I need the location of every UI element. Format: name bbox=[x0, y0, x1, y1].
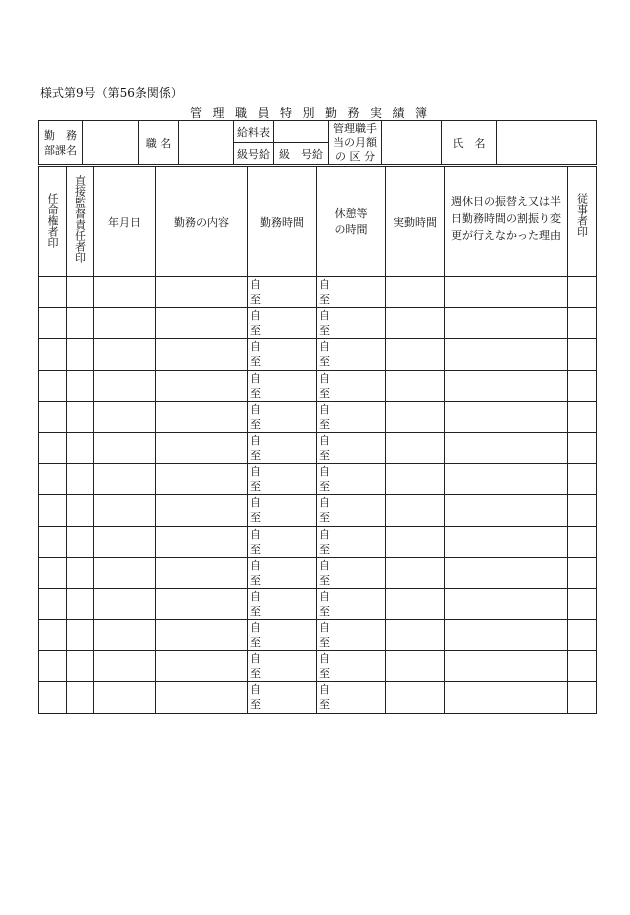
worker-seal-cell[interactable] bbox=[568, 277, 597, 308]
time-to-label: 至 bbox=[319, 667, 330, 681]
appointer-seal-cell[interactable] bbox=[39, 370, 67, 401]
break-time-cell[interactable] bbox=[317, 557, 386, 588]
appointer-seal-cell[interactable] bbox=[39, 401, 67, 432]
time-to-label: 至 bbox=[250, 698, 261, 712]
work-time-cell[interactable] bbox=[248, 495, 317, 526]
work-time-cell[interactable] bbox=[248, 682, 317, 713]
reason-cell[interactable] bbox=[445, 651, 568, 682]
reason-cell[interactable] bbox=[445, 339, 568, 370]
appointer-seal-cell[interactable] bbox=[39, 339, 67, 370]
work-content-cell[interactable] bbox=[156, 464, 248, 495]
time-from-label: 自 bbox=[319, 433, 330, 447]
actual-time-cell[interactable] bbox=[386, 370, 445, 401]
post-label: 職 名 bbox=[139, 121, 179, 165]
time-to-label: 至 bbox=[319, 573, 330, 587]
time-from-label: 自 bbox=[319, 465, 330, 479]
break-time-cell[interactable] bbox=[317, 277, 386, 308]
time-to-label: 至 bbox=[319, 417, 330, 431]
reason-cell[interactable] bbox=[445, 557, 568, 588]
date-cell[interactable] bbox=[94, 339, 156, 370]
time-from-label: 自 bbox=[319, 402, 330, 416]
reason-cell[interactable] bbox=[445, 370, 568, 401]
work-time-cell[interactable] bbox=[248, 651, 317, 682]
work-time-cell[interactable] bbox=[248, 432, 317, 463]
date-cell[interactable] bbox=[94, 588, 156, 619]
supervisor-seal-cell[interactable] bbox=[67, 339, 94, 370]
work-content-cell[interactable] bbox=[156, 432, 248, 463]
worker-seal-cell[interactable] bbox=[568, 464, 597, 495]
time-from-label: 自 bbox=[250, 465, 261, 479]
time-to-label: 至 bbox=[319, 636, 330, 650]
supervisor-seal-cell[interactable] bbox=[67, 651, 94, 682]
worker-seal-cell[interactable] bbox=[568, 588, 597, 619]
supervisor-seal-cell[interactable] bbox=[67, 277, 94, 308]
col-break-time-line2: の時間 bbox=[334, 222, 368, 236]
time-to-label: 至 bbox=[319, 542, 330, 556]
table-row bbox=[39, 557, 597, 588]
record-rows bbox=[39, 277, 597, 714]
time-to-label: 至 bbox=[250, 573, 261, 587]
work-content-cell[interactable] bbox=[156, 277, 248, 308]
worker-seal-cell[interactable] bbox=[568, 339, 597, 370]
break-time-cell[interactable] bbox=[317, 308, 386, 339]
break-time-cell[interactable] bbox=[317, 432, 386, 463]
time-from-label: 自 bbox=[250, 683, 261, 697]
work-content-cell[interactable] bbox=[156, 557, 248, 588]
actual-time-cell[interactable] bbox=[386, 495, 445, 526]
time-from-label: 自 bbox=[319, 589, 330, 603]
table-row bbox=[39, 526, 597, 557]
supervisor-seal-cell[interactable] bbox=[67, 464, 94, 495]
col-work-content: 勤務の内容 bbox=[156, 167, 248, 277]
break-time-cell[interactable] bbox=[317, 620, 386, 651]
actual-time-cell[interactable] bbox=[386, 557, 445, 588]
break-time-cell[interactable] bbox=[317, 401, 386, 432]
time-from-label: 自 bbox=[319, 621, 330, 635]
table-row bbox=[39, 370, 597, 401]
time-to-label: 至 bbox=[250, 542, 261, 556]
date-cell[interactable] bbox=[94, 464, 156, 495]
supervisor-seal-cell[interactable] bbox=[67, 432, 94, 463]
allowance-label-line2: 当の月額 bbox=[333, 135, 377, 149]
dept-label-cell bbox=[39, 121, 83, 165]
reason-cell[interactable] bbox=[445, 401, 568, 432]
salary-table-label: 給料表 bbox=[234, 121, 274, 143]
col-date: 年月日 bbox=[94, 167, 156, 277]
dept-label-line1: 勤 務 bbox=[44, 128, 77, 142]
worker-seal-cell[interactable] bbox=[568, 370, 597, 401]
time-from-label: 自 bbox=[319, 278, 330, 291]
time-from-label: 自 bbox=[319, 496, 330, 510]
time-from-label: 自 bbox=[250, 652, 261, 666]
work-content-cell[interactable] bbox=[156, 651, 248, 682]
work-time-cell[interactable] bbox=[248, 464, 317, 495]
time-to-label: 至 bbox=[250, 293, 261, 306]
allowance-label-cell bbox=[329, 121, 382, 165]
time-to-label: 至 bbox=[319, 480, 330, 494]
time-to-label: 至 bbox=[250, 448, 261, 462]
worker-seal-cell[interactable] bbox=[568, 526, 597, 557]
reason-cell[interactable] bbox=[445, 308, 568, 339]
worker-seal-cell[interactable] bbox=[568, 682, 597, 713]
supervisor-seal-cell[interactable] bbox=[67, 682, 94, 713]
time-from-label: 自 bbox=[319, 527, 330, 541]
appointer-seal-cell[interactable] bbox=[39, 620, 67, 651]
time-from-label: 自 bbox=[319, 340, 330, 354]
name-label: 氏 名 bbox=[442, 121, 497, 165]
table-row bbox=[39, 620, 597, 651]
time-from-label: 自 bbox=[250, 309, 261, 323]
actual-time-cell[interactable] bbox=[386, 464, 445, 495]
worker-seal-cell[interactable] bbox=[568, 620, 597, 651]
header-table bbox=[38, 120, 597, 165]
col-appointer-seal-label: 任命権者印 bbox=[46, 193, 59, 248]
break-time-cell[interactable] bbox=[317, 370, 386, 401]
worker-seal-cell[interactable] bbox=[568, 651, 597, 682]
allowance-value-cell[interactable] bbox=[382, 121, 442, 165]
form-number: 様式第9号（第56条関係） bbox=[40, 86, 183, 100]
date-cell[interactable] bbox=[94, 526, 156, 557]
date-cell[interactable] bbox=[94, 682, 156, 713]
break-time-cell[interactable] bbox=[317, 588, 386, 619]
table-row bbox=[39, 464, 597, 495]
reason-cell[interactable] bbox=[445, 588, 568, 619]
work-time-cell[interactable] bbox=[248, 370, 317, 401]
time-to-label: 至 bbox=[319, 698, 330, 712]
work-content-cell[interactable] bbox=[156, 588, 248, 619]
date-cell[interactable] bbox=[94, 651, 156, 682]
worker-seal-cell[interactable] bbox=[568, 495, 597, 526]
work-content-cell[interactable] bbox=[156, 339, 248, 370]
appointer-seal-cell[interactable] bbox=[39, 682, 67, 713]
reason-cell[interactable] bbox=[445, 464, 568, 495]
supervisor-seal-cell[interactable] bbox=[67, 620, 94, 651]
time-to-label: 至 bbox=[250, 667, 261, 681]
work-content-cell[interactable] bbox=[156, 682, 248, 713]
work-time-cell[interactable] bbox=[248, 401, 317, 432]
time-from-label: 自 bbox=[250, 433, 261, 447]
time-to-label: 至 bbox=[319, 448, 330, 462]
actual-time-cell[interactable] bbox=[386, 651, 445, 682]
break-time-cell[interactable] bbox=[317, 339, 386, 370]
document-title: 管理職員特別勤務実績簿 bbox=[190, 106, 438, 120]
date-cell[interactable] bbox=[94, 401, 156, 432]
col-worker-seal-label: 従事者印 bbox=[575, 193, 589, 237]
grade-label: 級号給 bbox=[234, 143, 274, 165]
post-value-cell[interactable] bbox=[179, 121, 234, 165]
dept-label-line2: 部課名 bbox=[44, 143, 77, 157]
appointer-seal-cell[interactable] bbox=[39, 495, 67, 526]
time-from-label: 自 bbox=[250, 558, 261, 572]
work-time-cell[interactable] bbox=[248, 620, 317, 651]
supervisor-seal-cell[interactable] bbox=[67, 401, 94, 432]
name-value-cell[interactable] bbox=[497, 121, 597, 165]
worker-seal-cell[interactable] bbox=[568, 432, 597, 463]
break-time-cell[interactable] bbox=[317, 682, 386, 713]
actual-time-cell[interactable] bbox=[386, 277, 445, 308]
break-time-cell[interactable] bbox=[317, 651, 386, 682]
record-table bbox=[38, 166, 597, 714]
date-cell[interactable] bbox=[94, 495, 156, 526]
time-from-label: 自 bbox=[319, 652, 330, 666]
time-to-label: 至 bbox=[319, 511, 330, 525]
actual-time-cell[interactable] bbox=[386, 526, 445, 557]
table-row bbox=[39, 432, 597, 463]
work-content-cell[interactable] bbox=[156, 401, 248, 432]
time-from-label: 自 bbox=[250, 496, 261, 510]
time-from-label: 自 bbox=[319, 371, 330, 385]
col-supervisor-seal bbox=[67, 167, 94, 277]
date-cell[interactable] bbox=[94, 620, 156, 651]
supervisor-seal-cell[interactable] bbox=[67, 308, 94, 339]
time-to-label: 至 bbox=[250, 511, 261, 525]
time-from-label: 自 bbox=[319, 309, 330, 323]
date-cell[interactable] bbox=[94, 308, 156, 339]
salary-table-value[interactable] bbox=[274, 121, 329, 143]
time-to-label: 至 bbox=[250, 480, 261, 494]
actual-time-cell[interactable] bbox=[386, 308, 445, 339]
reason-cell[interactable] bbox=[445, 620, 568, 651]
appointer-seal-cell[interactable] bbox=[39, 557, 67, 588]
supervisor-seal-cell[interactable] bbox=[67, 588, 94, 619]
appointer-seal-cell[interactable] bbox=[39, 651, 67, 682]
table-row bbox=[39, 651, 597, 682]
col-actual-time: 実動時間 bbox=[386, 167, 445, 277]
grade-value[interactable]: 級 号給 bbox=[274, 143, 329, 165]
appointer-seal-cell[interactable] bbox=[39, 308, 67, 339]
supervisor-seal-cell[interactable] bbox=[67, 370, 94, 401]
table-row bbox=[39, 682, 597, 713]
reason-cell[interactable] bbox=[445, 432, 568, 463]
dept-value-cell[interactable] bbox=[83, 121, 139, 165]
actual-time-cell[interactable] bbox=[386, 339, 445, 370]
break-time-cell[interactable] bbox=[317, 464, 386, 495]
table-row bbox=[39, 277, 597, 308]
reason-cell[interactable] bbox=[445, 495, 568, 526]
supervisor-seal-cell[interactable] bbox=[67, 495, 94, 526]
worker-seal-cell[interactable] bbox=[568, 401, 597, 432]
work-time-cell[interactable] bbox=[248, 526, 317, 557]
time-from-label: 自 bbox=[319, 558, 330, 572]
appointer-seal-cell[interactable] bbox=[39, 464, 67, 495]
time-from-label: 自 bbox=[250, 278, 261, 291]
time-from-label: 自 bbox=[250, 589, 261, 603]
worker-seal-cell[interactable] bbox=[568, 557, 597, 588]
col-worker-seal bbox=[568, 167, 597, 277]
appointer-seal-cell[interactable] bbox=[39, 432, 67, 463]
reason-cell[interactable] bbox=[445, 526, 568, 557]
table-row bbox=[39, 308, 597, 339]
actual-time-cell[interactable] bbox=[386, 620, 445, 651]
time-to-label: 至 bbox=[319, 604, 330, 618]
time-from-label: 自 bbox=[319, 683, 330, 697]
appointer-seal-cell[interactable] bbox=[39, 526, 67, 557]
date-cell[interactable] bbox=[94, 277, 156, 308]
actual-time-cell[interactable] bbox=[386, 588, 445, 619]
date-cell[interactable] bbox=[94, 557, 156, 588]
actual-time-cell[interactable] bbox=[386, 401, 445, 432]
work-content-cell[interactable] bbox=[156, 495, 248, 526]
supervisor-seal-cell[interactable] bbox=[67, 526, 94, 557]
table-row bbox=[39, 588, 597, 619]
appointer-seal-cell[interactable] bbox=[39, 588, 67, 619]
time-to-label: 至 bbox=[250, 355, 261, 369]
time-from-label: 自 bbox=[250, 402, 261, 416]
col-work-time: 勤務時間 bbox=[248, 167, 317, 277]
actual-time-cell[interactable] bbox=[386, 682, 445, 713]
allowance-label-line1: 管理職手 bbox=[333, 121, 377, 135]
date-cell[interactable] bbox=[94, 370, 156, 401]
time-to-label: 至 bbox=[250, 324, 261, 338]
time-to-label: 至 bbox=[250, 417, 261, 431]
work-content-cell[interactable] bbox=[156, 620, 248, 651]
table-row bbox=[39, 401, 597, 432]
col-appointer-seal bbox=[39, 167, 67, 277]
break-time-cell[interactable] bbox=[317, 495, 386, 526]
work-content-cell[interactable] bbox=[156, 370, 248, 401]
work-time-cell[interactable] bbox=[248, 557, 317, 588]
time-to-label: 至 bbox=[319, 324, 330, 338]
time-to-label: 至 bbox=[250, 386, 261, 400]
time-to-label: 至 bbox=[319, 386, 330, 400]
reason-cell[interactable] bbox=[445, 682, 568, 713]
col-reason: 週休日の振替え又は半日勤務時間の割振り変更が行えなかった理由 bbox=[445, 167, 568, 277]
appointer-seal-cell[interactable] bbox=[39, 277, 67, 308]
date-cell[interactable] bbox=[94, 432, 156, 463]
reason-cell[interactable] bbox=[445, 277, 568, 308]
time-to-label: 至 bbox=[250, 604, 261, 618]
work-time-cell[interactable] bbox=[248, 277, 317, 308]
work-content-cell[interactable] bbox=[156, 308, 248, 339]
time-from-label: 自 bbox=[250, 340, 261, 354]
table-row bbox=[39, 339, 597, 370]
col-supervisor-seal-label: 直接監督責任者印 bbox=[73, 175, 87, 263]
time-from-label: 自 bbox=[250, 621, 261, 635]
table-row bbox=[39, 495, 597, 526]
time-from-label: 自 bbox=[250, 527, 261, 541]
allowance-label-line3: の 区 分 bbox=[335, 149, 375, 163]
work-time-cell[interactable] bbox=[248, 588, 317, 619]
break-time-cell[interactable] bbox=[317, 526, 386, 557]
worker-seal-cell[interactable] bbox=[568, 308, 597, 339]
col-break-time-line1: 休憩等 bbox=[334, 206, 368, 220]
time-to-label: 至 bbox=[250, 636, 261, 650]
col-break-time bbox=[317, 167, 386, 277]
actual-time-cell[interactable] bbox=[386, 432, 445, 463]
work-time-cell[interactable] bbox=[248, 339, 317, 370]
time-from-label: 自 bbox=[250, 371, 261, 385]
work-content-cell[interactable] bbox=[156, 526, 248, 557]
work-time-cell[interactable] bbox=[248, 308, 317, 339]
time-to-label: 至 bbox=[319, 293, 330, 306]
time-to-label: 至 bbox=[319, 355, 330, 369]
supervisor-seal-cell[interactable] bbox=[67, 557, 94, 588]
